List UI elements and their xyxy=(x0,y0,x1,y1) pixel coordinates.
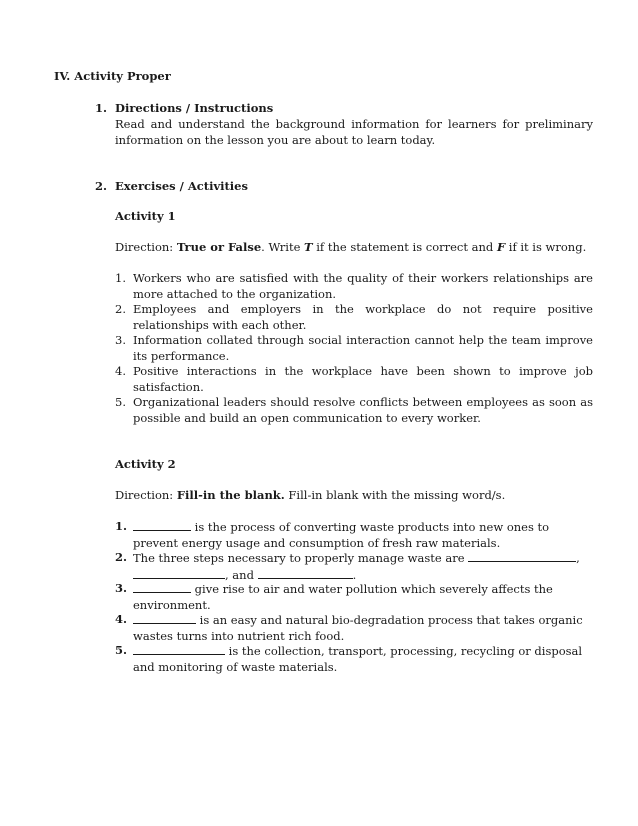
activity2-item-number: 3. xyxy=(115,581,128,595)
activity1-item-4 xyxy=(115,364,593,395)
activity2-item-4 xyxy=(115,612,593,644)
activity1-item-text: Organizational leaders should resolve conflicts between employees as soon as possible and build an open communication to every worker. xyxy=(133,395,593,425)
activity2-direction xyxy=(115,488,505,504)
activity1-direction-label: Direction: xyxy=(115,240,177,254)
activity2-item-text: , and xyxy=(225,567,258,582)
activity2-item-text: The three steps necessary to properly manage waste are xyxy=(133,551,469,565)
activity2-item-2 xyxy=(115,550,593,583)
answer-blank[interactable] xyxy=(133,567,225,579)
answer-blank[interactable] xyxy=(133,643,225,655)
activity2-item-number: 2. xyxy=(115,550,128,564)
activity1-item-2 xyxy=(115,302,593,333)
activity2-direction-rest: Fill-in blank with the missing word/s. xyxy=(284,488,506,502)
activity2-direction-bold: Fill-in the blank. xyxy=(176,488,285,502)
section-heading: IV. Activity Proper xyxy=(54,69,171,83)
activity2-item-number: 1. xyxy=(115,519,128,533)
activity1-direction-end: if it is wrong. xyxy=(505,240,587,254)
activity1-item-number: 5. xyxy=(115,395,126,409)
item1-body: Read and understand the background information for learners for preliminary information on the lesson you are about to learn today. xyxy=(115,117,593,147)
activity2-item-text: , xyxy=(576,551,580,565)
activity1-item-3 xyxy=(115,333,593,364)
activity1-direction-mid1: . Write xyxy=(261,240,305,254)
answer-blank[interactable] xyxy=(133,612,196,624)
activity1-direction-mid2: if the statement is correct and xyxy=(312,240,497,254)
answer-blank[interactable] xyxy=(133,581,191,593)
activity2-item-number: 4. xyxy=(115,612,128,626)
activity1-direction xyxy=(115,240,586,256)
activity1-item-1 xyxy=(115,271,593,302)
activity1-direction-bold: True or False xyxy=(176,240,262,254)
activity2-item-text: is the process of converting waste products into new ones to prevent energy usage and consumption of fresh raw materials. xyxy=(133,520,550,550)
activity1-item-text: Information collated through social interaction cannot help the team improve its performance. xyxy=(133,333,593,363)
activity2-item-text: . xyxy=(352,567,357,582)
activity2-item-number: 5. xyxy=(115,643,128,657)
activity2-item-5 xyxy=(115,643,593,675)
activity1-direction-t: T xyxy=(304,240,313,254)
activity2-item-text: is the collection, transport, processing, recycling or disposal and monitoring of waste materials. xyxy=(133,644,583,674)
activity2-item-3 xyxy=(115,581,593,613)
activity2-title: Activity 2 xyxy=(115,457,176,471)
activity2-item-text: give rise to air and water pollution which severely affects the environment. xyxy=(133,582,553,612)
activity1-item-5 xyxy=(115,395,593,426)
activity1-item-text: Workers who are satisfied with the quality of their workers relationships are more attached to the organization. xyxy=(133,271,593,301)
activity2-item-text: is an easy and natural bio-degradation process that takes organic wastes turns into nutrient rich food. xyxy=(133,613,583,643)
activity1-item-number: 2. xyxy=(115,302,126,316)
item2-number: 2. xyxy=(95,179,108,193)
activity1-item-number: 3. xyxy=(115,333,126,347)
item1-number: 1. xyxy=(95,101,108,115)
activity1-item-text: Positive interactions in the workplace have been shown to improve job satisfaction. xyxy=(133,364,593,394)
activity2-item-1 xyxy=(115,519,593,551)
answer-blank[interactable] xyxy=(258,567,353,579)
activity1-item-number: 4. xyxy=(115,364,126,378)
item1-heading: Directions / Instructions xyxy=(115,101,274,115)
answer-blank[interactable] xyxy=(468,550,576,562)
activity1-item-text: Employees and employers in the workplace do not require positive relationships with each other. xyxy=(133,302,593,332)
item2-heading: Exercises / Activities xyxy=(115,179,248,193)
activity2-direction-label: Direction: xyxy=(115,488,177,502)
activity1-item-number: 1. xyxy=(115,271,126,285)
activity1-title: Activity 1 xyxy=(115,209,176,223)
activity1-direction-f: F xyxy=(496,240,506,254)
answer-blank[interactable] xyxy=(133,519,191,531)
